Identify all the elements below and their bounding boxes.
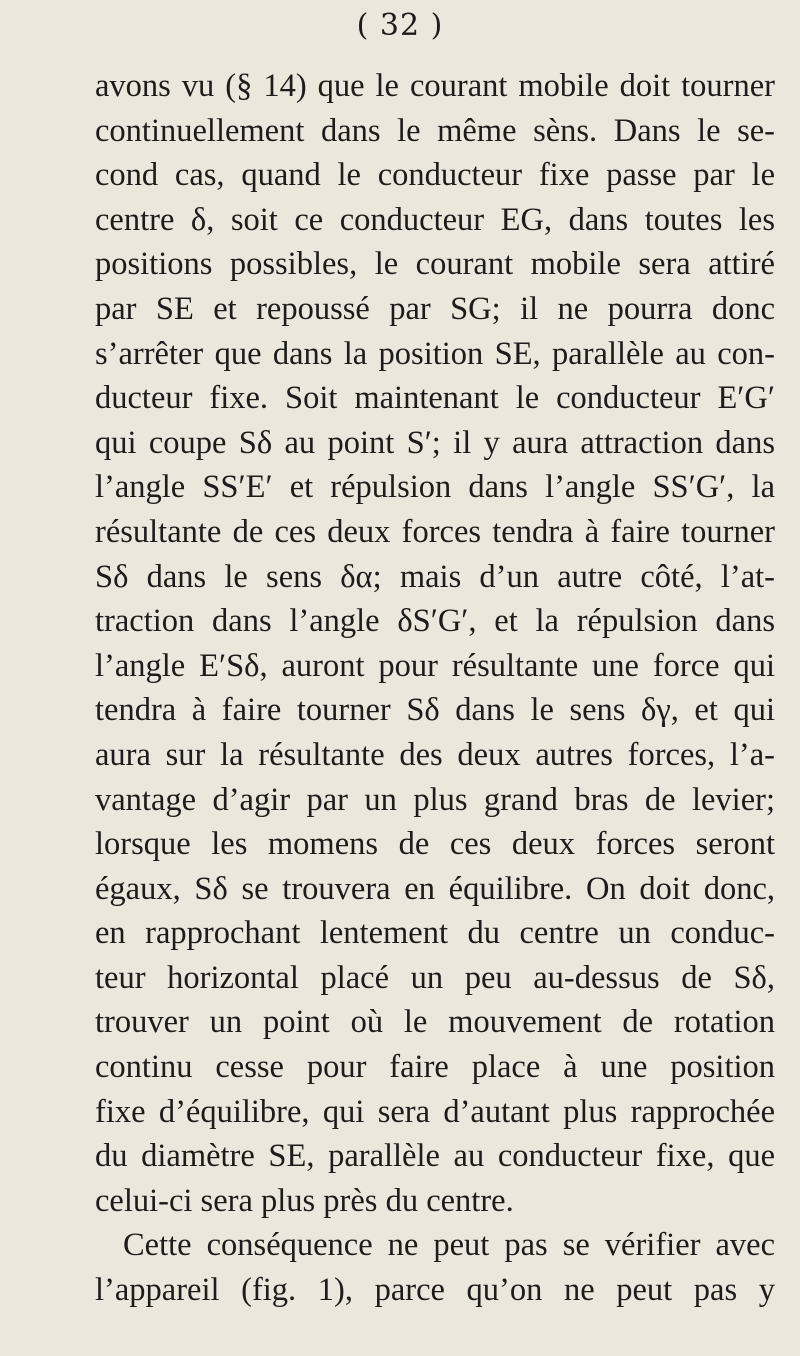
body-text	[95, 64, 775, 1313]
text-line: aura sur la résultante des deux autres forces, l’a-	[95, 736, 775, 773]
text-line: l’angle SS′E′ et répulsion dans l’angle SS′G′, la	[95, 469, 775, 506]
text-line: du diamètre SE, parallèle au conducteur fixe, que	[95, 1138, 775, 1175]
text-line: tendra à faire tourner Sδ dans le sens δγ, et qui	[95, 692, 775, 729]
text-line: continuellement dans le même sèns. Dans le se-	[95, 112, 775, 149]
text-line: lorsque les momens de ces deux forces seront	[95, 826, 775, 863]
text-line: égaux, Sδ se trouvera en équilibre. On doit donc,	[95, 870, 775, 907]
text-line: vantage d’agir par un plus grand bras de levier;	[95, 781, 775, 818]
text-line: positions possibles, le courant mobile sera attiré	[95, 246, 775, 283]
text-line: teur horizontal placé un peu au-dessus de Sδ,	[95, 959, 775, 996]
text-line: par SE et repoussé par SG; il ne pourra donc	[95, 290, 775, 327]
text-line: centre δ, soit ce conducteur EG, dans toutes les	[95, 201, 775, 238]
text-line: cond cas, quand le conducteur fixe passe par le	[95, 157, 775, 194]
text-line: ducteur fixe. Soit maintenant le conducteur E′G′	[95, 380, 775, 417]
text-line: qui coupe Sδ au point S′; il y aura attraction dans	[95, 424, 775, 461]
text-line: l’appareil (fig. 1), parce qu’on ne peut pas y	[95, 1272, 775, 1309]
text-line: Cette conséquence ne peut pas se vérifier avec	[123, 1227, 775, 1264]
text-line: avons vu (§ 14) que le courant mobile doit tourner	[95, 68, 775, 104]
text-line: trouver un point où le mouvement de rotation	[95, 1004, 775, 1041]
page-number: ( 32 )	[356, 8, 444, 43]
text-line: continu cesse pour faire place à une position	[95, 1049, 775, 1086]
text-line: s’arrêter que dans la position SE, parallèle au con-	[95, 335, 775, 372]
text-line: l’angle E′Sδ, auront pour résultante une force qui	[95, 647, 775, 684]
text-line: résultante de ces deux forces tendra à faire tourner	[95, 513, 775, 550]
text-line: Sδ dans le sens δα; mais d’un autre côté, l’at-	[95, 558, 775, 595]
text-line: traction dans l’angle δS′G′, et la répulsion dans	[95, 603, 775, 640]
text-line: fixe d’équilibre, qui sera d’autant plus rapprochée	[95, 1093, 775, 1130]
text-line: en rapprochant lentement du centre un conduc-	[95, 915, 775, 952]
text-line: celui-ci sera plus près du centre.	[95, 1182, 514, 1219]
